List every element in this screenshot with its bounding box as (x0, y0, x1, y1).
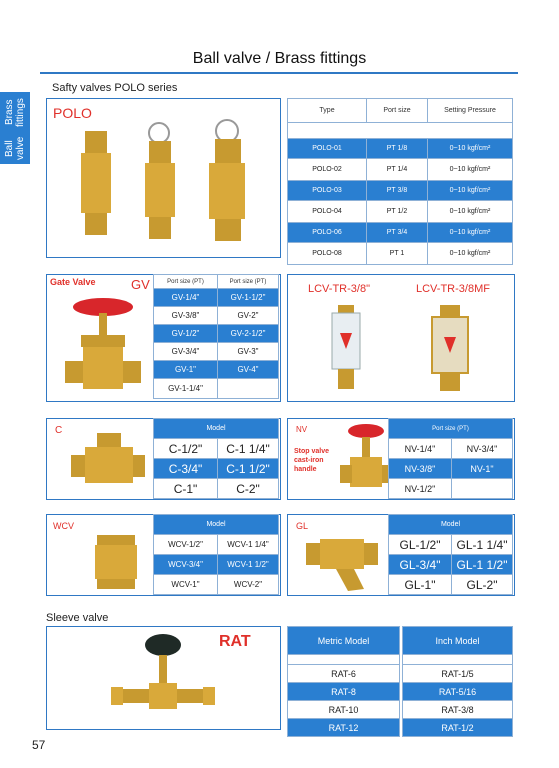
table-row (288, 159, 513, 181)
table-row (389, 479, 513, 499)
table-row (154, 361, 279, 379)
lcv-label-right: LCV-TR-3/8MF (416, 283, 490, 295)
rat-label: RAT (219, 633, 251, 650)
table-row (403, 719, 513, 737)
gv-cell: GV-1-1/4" (154, 379, 218, 399)
nv-cell: NV-3/4" (452, 439, 513, 459)
nv-cell: NV-1" (452, 459, 513, 479)
c-table (153, 418, 279, 499)
polo-table (287, 98, 513, 265)
c-cell: C-1" (154, 479, 218, 499)
polo-cell: POLO-04 (288, 201, 367, 223)
gl-cell: GL-1 1/2" (452, 555, 513, 575)
check-valve-c-image (67, 429, 147, 495)
wcv-cell: WCV-2" (218, 575, 279, 595)
gv-header-1: Port size (PT) (154, 275, 218, 289)
gv-table (153, 274, 279, 399)
rat-panel (46, 626, 281, 730)
wcv-label: WCV (53, 521, 74, 531)
polo-cell: 0~10 kgf/cm² (428, 243, 513, 265)
gv-label: Gate Valve (50, 277, 96, 287)
polo-cell: PT 1/8 (367, 139, 428, 159)
polo-heading: Safty valves POLO series (52, 82, 178, 94)
c-cell: C-1 1/2" (218, 459, 279, 479)
polo-cell: PT 3/4 (367, 223, 428, 243)
lcv-images (318, 303, 488, 397)
table-row (389, 555, 513, 575)
rat-cell: RAT-12 (288, 719, 400, 737)
rat-cell: RAT-1/5 (403, 665, 513, 683)
table-row (154, 289, 279, 307)
side-tab (0, 92, 30, 164)
sleeve-heading: Sleeve valve (46, 612, 109, 624)
gv-header-2: Port size (PT) (218, 275, 279, 289)
gl-cell: GL-1" (389, 575, 452, 595)
table-row (389, 575, 513, 595)
table-row (288, 223, 513, 243)
polo-cell: 0~10 kgf/cm² (428, 223, 513, 243)
polo-cell: PT 3/8 (367, 181, 428, 201)
polo-cell: 0~10 kgf/cm² (428, 139, 513, 159)
gv-code: GV (131, 277, 150, 292)
nv-cell: NV-1/2" (389, 479, 452, 499)
gl-cell: GL-2" (452, 575, 513, 595)
gv-cell: GV-3/8" (154, 307, 218, 325)
wcv-header: Model (154, 515, 279, 535)
table-row (288, 139, 513, 159)
gv-cell: GV-1/4" (154, 289, 218, 307)
rat-cell: RAT-3/8 (403, 701, 513, 719)
polo-cell: 0~10 kgf/cm² (428, 181, 513, 201)
polo-cell: POLO-02 (288, 159, 367, 181)
gl-cell: GL-1 1/4" (452, 535, 513, 555)
c-label: C (55, 425, 63, 436)
nv-note-line1: Stop valve (294, 448, 330, 455)
table-row (154, 459, 279, 479)
rat-cell: RAT-5/16 (403, 683, 513, 701)
polo-label: POLO (53, 105, 92, 121)
polo-cell: 0~10 kgf/cm² (428, 159, 513, 181)
gl-cell: GL-1/2" (389, 535, 452, 555)
wcv-cell: WCV-1/2" (154, 535, 218, 555)
table-row (403, 701, 513, 719)
nv-note-line2: cast-iron (294, 457, 324, 464)
table-row (154, 555, 279, 575)
polo-cell: POLO-01 (288, 139, 367, 159)
polo-cell: POLO-03 (288, 181, 367, 201)
nv-note-line3: handle (294, 466, 317, 473)
c-cell: C-1/2" (154, 439, 218, 459)
table-row (288, 701, 400, 719)
table-row (288, 683, 400, 701)
gv-cell: GV-3/4" (154, 343, 218, 361)
gv-cell: GV-1-1/2" (218, 289, 279, 307)
polo-cell: PT 1 (367, 243, 428, 265)
table-row (154, 307, 279, 325)
gate-valve-image (59, 295, 149, 395)
gv-cell: GV-4" (218, 361, 279, 379)
table-row (154, 379, 279, 399)
gl-table (388, 514, 513, 595)
rat-inch-header: Inch Model (403, 627, 513, 655)
nv-cell: NV-1/4" (389, 439, 452, 459)
table-row (288, 665, 400, 683)
y-strainer-image (304, 529, 384, 593)
gv-cell: GV-2" (218, 307, 279, 325)
gv-cell: GV-3" (218, 343, 279, 361)
gl-cell: GL-3/4" (389, 555, 452, 575)
rat-inch-table (402, 626, 513, 737)
table-row (154, 535, 279, 555)
c-cell: C-2" (218, 479, 279, 499)
gv-cell: GV-2-1/2" (218, 325, 279, 343)
rat-spacer (403, 655, 513, 665)
gv-cell: GV-1/2" (154, 325, 218, 343)
table-row (389, 459, 513, 479)
table-row (154, 343, 279, 361)
wcv-cell: WCV-1 1/4" (218, 535, 279, 555)
table-row (288, 181, 513, 201)
wcv-table (153, 514, 279, 595)
gl-label: GL (296, 521, 309, 531)
polo-cell: POLO-08 (288, 243, 367, 265)
lcv-label-left: LCV-TR-3/8" (308, 283, 370, 295)
nv-table (388, 418, 513, 499)
polo-cell: 0~10 kgf/cm² (428, 201, 513, 223)
table-row (403, 665, 513, 683)
table-row (288, 719, 400, 737)
polo-cell: PT 1/2 (367, 201, 428, 223)
wcv-cell: WCV-1 1/2" (218, 555, 279, 575)
polo-header-pressure: Setting Pressure (428, 99, 513, 123)
polo-valves-image (67, 119, 267, 249)
polo-header-port: Port size (367, 99, 428, 123)
table-row (389, 535, 513, 555)
wcv-valve-image (91, 531, 141, 591)
c-cell: C-3/4" (154, 459, 218, 479)
nv-cell (452, 479, 513, 499)
c-cell: C-1 1/4" (218, 439, 279, 459)
rat-metric-table (287, 626, 400, 737)
table-row (154, 575, 279, 595)
polo-valve-1 (81, 131, 111, 235)
side-tab-line1: Ball valve (4, 136, 26, 161)
gl-header: Model (389, 515, 513, 535)
table-row (154, 325, 279, 343)
gv-cell (218, 379, 279, 399)
title-rule (40, 72, 518, 74)
nv-header: Port size (PT) (389, 419, 513, 439)
polo-valve-3 (209, 120, 245, 241)
needle-valve-image (111, 631, 241, 727)
rat-cell: RAT-6 (288, 665, 400, 683)
rat-spacer (288, 655, 400, 665)
table-row (154, 479, 279, 499)
side-tab-line2: Brass fittings (4, 98, 26, 128)
nv-note (294, 447, 329, 474)
nv-cell: NV-3/8" (389, 459, 452, 479)
wcv-cell: WCV-1" (154, 575, 218, 595)
wcv-cell: WCV-3/4" (154, 555, 218, 575)
table-row (288, 243, 513, 265)
table-row (288, 201, 513, 223)
rat-metric-header: Metric Model (288, 627, 400, 655)
table-row (154, 439, 279, 459)
page-title: Ball valve / Brass fittings (192, 50, 367, 67)
rat-cell: RAT-10 (288, 701, 400, 719)
c-header: Model (154, 419, 279, 439)
gv-cell: GV-1" (154, 361, 218, 379)
polo-valve-2 (145, 123, 175, 239)
polo-cell: POLO-06 (288, 223, 367, 243)
nv-label: NV (296, 425, 308, 434)
table-row (403, 683, 513, 701)
page-number: 57 (32, 738, 46, 752)
polo-image-box (46, 98, 281, 258)
polo-header-type: Type (288, 99, 367, 123)
rat-cell: RAT-1/2 (403, 719, 513, 737)
lcv-panel (287, 274, 515, 402)
polo-cell: PT 1/4 (367, 159, 428, 181)
rat-cell: RAT-8 (288, 683, 400, 701)
polo-spacer (288, 123, 513, 139)
table-row (389, 439, 513, 459)
